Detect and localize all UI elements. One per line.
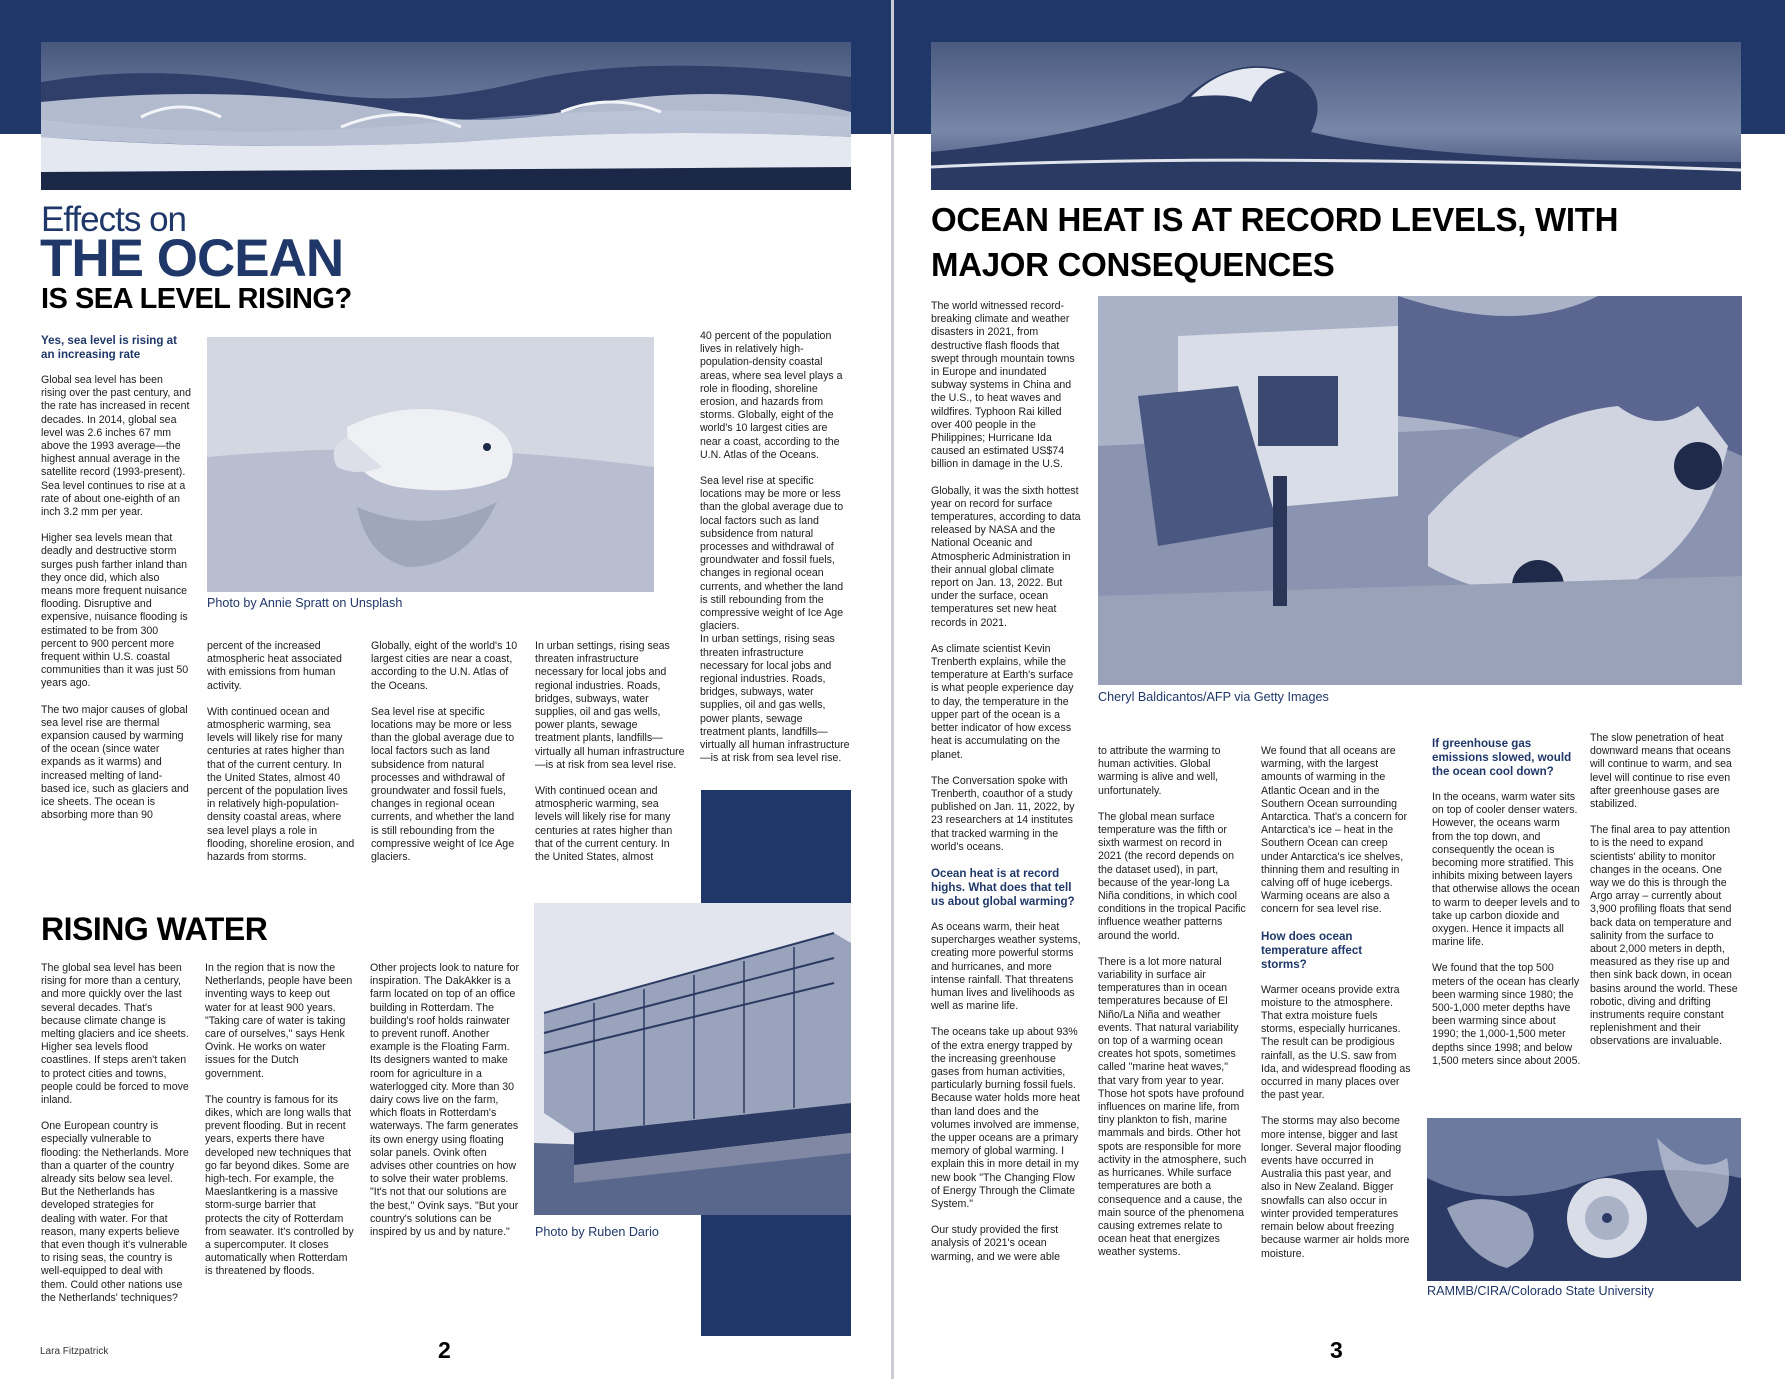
hero-waves-photo [41,42,851,190]
paragraph: With continued ocean and atmospheric warming, sea levels will likely rise for many centuries at rates higher than that of the current century. In the United States, almost [535,785,673,864]
paragraph: Globally, it was the sixth hottest year on record for surface temperatures, according to data released by NASA and the National Oceanic and Atmospheric Administration in their annual global climate report on Jan. 13, 2022. But under the surface, ocean temperatures set new heat records in 2021. [931,484,1081,629]
article-column-1 [41,334,191,864]
rising-water-column-2 [205,962,355,1322]
column-heading: How does ocean temperature affect storms? [1261,929,1363,971]
paragraph: to attribute the warming to human activities. Global warming is alive and well, unfortunately. [1098,745,1221,797]
paragraph: In the oceans, warm water sits on top of cooler denser waters. However, the oceans warm from the top down, and consequently the ocean is becoming more stratified. This inhibits mixing between layers that otherwise allows the ocean to warm to deeper levels and to take up carbon dioxide and oxygen. Hence it impacts all marine life. [1432,791,1580,949]
paragraph: One European country is especially vulnerable to flooding: the Netherlands. More than a quarter of the country already sits below sea level. But the Netherlands has developed strategies for dealing with water. For that reason, many experts believe that even though it's vulnerable to rising seas, the country is well-equipped to deal with them. Could other nations use the Netherlands' techniques? [41,1120,189,1304]
floating-farm-photo [534,903,851,1215]
paragraph: The global mean surface temperature was the fifth or sixth warmest on record in 2021 (the record depends on the dataset used), in part, because of the year-long La Niña conditions, in which cool conditions in the tropical Pacific influence weather patterns around the world. [1098,810,1246,942]
subtitle-sea-level: IS SEA LEVEL RISING? [41,283,352,315]
photo-caption: RAMMB/CIRA/Colorado State University [1427,1284,1654,1298]
paragraph: Sea level rise at specific locations may be more or less than the global average due to local factors such as land subsidence from natural processes and withdrawal of groundwater and fossil fuels, changes in regional ocean currents, and whether the land is still rebounding from the compressive weight of Ice Age glaciers. In urban settings, rising seas threaten infrastructure necessary for local jobs and regional industries. Roads, bridges, subways, water supplies, oil and gas wells, power plants, sewage treatment plants, landfills—virtually all human infrastructure—is at risk from sea level rise. [700,475,850,765]
hurricane-satellite-photo [1427,1118,1741,1281]
column-heading: Yes, sea level is rising at an increasing rate [41,334,177,361]
paragraph: Our study provided the first analysis of 2021's ocean warming, and we were able [931,1224,1060,1263]
flood-damage-photo [1098,296,1742,685]
photo-caption: Photo by Annie Spratt on Unsplash [207,596,403,610]
paragraph: The two major causes of global sea level rise are thermal expansion caused by warming of the ocean (since water expands as it warms) and increased melting of land-based ice, such as glaciers and ice sheets. The ocean is absorbing more than 90 [41,703,189,822]
column-heading: If greenhouse gas emissions slowed, would the ocean cool down? [1432,737,1572,778]
paragraph: Sea level rise at specific locations may be more or less than the global average due to local factors such as land subsidence from natural processes and withdrawal of groundwater and fossil fuels, changes in regional ocean currents, and whether the land is still rebounding from the compressive weight of Ice Age glaciers. [371,705,515,864]
paragraph: In the region that is now the Netherlands, people have been inventing ways to keep out water for at least 900 years. "Taking care of water is taking care of ourselves," says Henk Ovink. He works on water issues for the Dutch government. [205,962,353,1080]
article-column-4 [535,640,685,870]
article-column-1 [931,300,1081,1320]
article-column-5 [700,330,850,780]
paragraph: Other projects look to nature for inspiration. The DakAkker is a farm located on top of an office building in Rotterdam. The building's roof holds rainwater to prevent runoff. Another example is the Floating Farm. Its designers wanted to make room for agriculture in a waterlogged city. More than 30 dairy cows live on the farm, which floats in Rotterdam's waterways. The farm generates its own energy using floating solar panels. Ovink often advises other countries on how to solve their water problems. "It's not that our solutions are the best," Ovink says. "But your country's solutions can be inspired by us and by nature." [370,962,519,1239]
rising-water-column-3 [370,962,520,1322]
title-effects-on: Effects on [41,200,187,239]
paragraph: As climate scientist Kevin Trenberth explains, while the temperature at Earth's surface is what people experience day to day, the temperature in the upper part of the ocean is a better indicator of how excess heat is accumulating on the planet. [931,642,1074,761]
paragraph: The world witnessed record-breaking climate and weather disasters in 2021, from destructive flash floods that swept through mountain towns in Europe and inundated subway systems in China and the U.S., to heat waves and wildfires. Typhoon Rai killed over 400 people in the Philippines; Hurricane Ida caused an estimated US$74 billion in damage in the U.S. [931,300,1075,471]
paragraph: Globally, eight of the world's 10 largest cities are near a coast, according to the U.N. Atlas of the Oceans. [371,640,518,692]
paragraph: In urban settings, rising seas threaten infrastructure necessary for local jobs and regional industries. Roads, bridges, subways, water supplies, oil and gas wells, power plants, sewage treatment plants, landfills—virtually all human infrastructure—is at risk from sea level rise. [535,640,685,771]
paragraph: Global sea level has been rising over the past century, and the rate has increased in recent decades. In 2014, global sea level was 2.6 inches 67 mm above the 1993 average—the highest annual average in the satellite record (1993-present). Sea level continues to rise at a rate of about one-eighth of an inch 3.2 mm per year. [41,374,191,519]
paragraph: 40 percent of the population lives in relatively high-population-density coastal areas, where sea level plays a role in flooding, shoreline erosion, and hazards from storms. Globally, eight of the world's 10 largest cities are near a coast, according to the U.N. Atlas of the Oceans. [700,330,843,461]
article-column-3 [1261,745,1411,1305]
paragraph: There is a lot more natural variability in surface air temperatures than in ocean temperatures because of El Niño/La Niña and weather events. That natural variability on top of a warming ocean creates hot spots, sometimes called "marine heat waves," that vary from year to year. Those hot spots have profound influences on marine life, from tiny plankton to fish, marine mammals and birds. Other hot spots are responsible for more activity in the atmosphere, such as hurricanes. While surface temperatures are both a consequence and a cause, the main source of the phenomena causing extremes relate to ocean heat that energizes weather systems. [1098,955,1247,1259]
photo-caption: Photo by Ruben Dario [535,1225,659,1239]
page-number: 3 [1330,1337,1343,1363]
paragraph: The storms may also become more intense, bigger and last longer. Several major flooding events have occurred in Australia this past year, and also in New Zealand. Bigger snowfalls can also occur in winter provided temperatures remain below about freezing because warmer air holds more moisture. [1261,1115,1410,1260]
article-column-2 [1098,745,1248,1305]
author-name: Lara Fitzpatrick [40,1346,109,1357]
column-heading: Ocean heat is at record highs. What does that tell us about global warming? [931,866,1075,908]
paragraph: As oceans warm, their heat supercharges weather systems, creating more powerful storms and hurricanes, and more intense rainfall. That threatens human lives and livelihoods as well as marine life. [931,920,1081,1013]
polar-bear-photo [207,337,654,592]
paragraph: The country is famous for its dikes, which are long walls that prevent flooding. But in recent years, experts there have developed new techniques that go far beyond dikes. Some are high-tech. For example, the Maeslantkering is a massive storm-surge barrier that protects the city of Rotterdam from seawater. It's controlled by a supercomputer. It closes automatically when Rotterdam is threatened by floods. [205,1093,354,1278]
photo-caption: Cheryl Baldicantos/AFP via Getty Images [1098,690,1329,704]
article-column-4 [1432,737,1582,1107]
paragraph: The slow penetration of heat downward means that oceans will continue to warm, and sea level will continue to rise even after greenhouse gases are stabilized. [1590,732,1732,811]
page-3 [894,0,1785,1379]
article-column-5 [1590,732,1740,1102]
paragraph: Warmer oceans provide extra moisture to the atmosphere. That extra moisture fuels storms, especially hurricanes. The result can be prodigious rainfall, as the U.S. saw from Ida, and widespread flooding as occurred in many places over the past year. [1261,983,1411,1102]
paragraph: The final area to pay attention to is the need to expand scientists' ability to monitor changes in the oceans. One way we do this is through the Argo array – currently about 3,900 profiling floats that send back data on temperature and salinity from the surface to about 2,000 meters in depth, measured as they rise up and then sink back down, in ocean basins around the world. These robotic, diving and drifting instruments require constant replenishment and their observations are invaluable. [1590,824,1738,1048]
paragraph: We found that all oceans are warming, with the largest amounts of warming in the Atlantic Ocean and in the Southern Ocean surrounding Antarctica. That's a concern for Antarctica's ice – heat in the Southern Ocean can creep under Antarctica's ice shelves, thinning them and resulting in calving off of huge icebergs. Warming oceans are also a concern for sea level rise. [1261,745,1408,916]
article-column-3 [371,640,521,870]
article-title: OCEAN HEAT IS AT RECORD LEVELS, WITH MAJOR CONSEQUENCES [931,201,1619,283]
paragraph: Higher sea levels mean that deadly and destructive storm surges push farther inland than they once did, which also means more frequent nuisance flooding. Disruptive and expensive, nuisance flooding is estimated to be from 300 percent to 900 percent more frequent within U.S. coastal communities than it was just 50 years ago. [41,532,189,690]
title-the-ocean: THE OCEAN [40,229,344,288]
page-2 [0,0,891,1379]
paragraph: percent of the increased atmospheric heat associated with emissions from human activity. [207,640,342,692]
paragraph: With continued ocean and atmospheric warming, sea levels will likely rise for many centuries at rates higher than that of the current century. In the United States, almost 40 percent of the population lives in relatively high-population-density coastal areas, where sea level plays a role in flooding, shoreline erosion, and hazards from storms. [207,705,355,864]
section-title-rising-water: RISING WATER [41,911,268,947]
article-column-2 [207,640,357,870]
rising-water-column-1 [41,962,191,1322]
paragraph: We found that the top 500 meters of the ocean has clearly been warming since 1980; the 500-1,000 meter depths have been warming since about 1990; the 1,000-1,500 meter depths since 1998; and below 1,500 meters since about 2005. [1432,962,1581,1067]
page-number: 2 [438,1337,451,1363]
hero-wave-crest-photo [931,42,1741,190]
paragraph: The global sea level has been rising for more than a century, and more quickly over the last several decades. That's because climate change is melting glaciers and ice sheets. Higher sea levels flood coastlines. If steps aren't taken to protect cities and towns, people could be forced to move inland. [41,962,189,1107]
paragraph: The Conversation spoke with Trenberth, coauthor of a study published on Jan. 11, 2022, by 23 researchers at 14 institutes that tracked warming in the world's oceans. [931,774,1075,853]
paragraph: The oceans take up about 93% of the extra energy trapped by the increasing greenhouse gases from human activities, particularly burning fossil fuels. Because water holds more heat than land does and the volumes involved are immense, the upper oceans are a primary memory of global warming. I explain this in more detail in my new book "The Changing Flow of Energy Through the Climate System." [931,1026,1080,1210]
